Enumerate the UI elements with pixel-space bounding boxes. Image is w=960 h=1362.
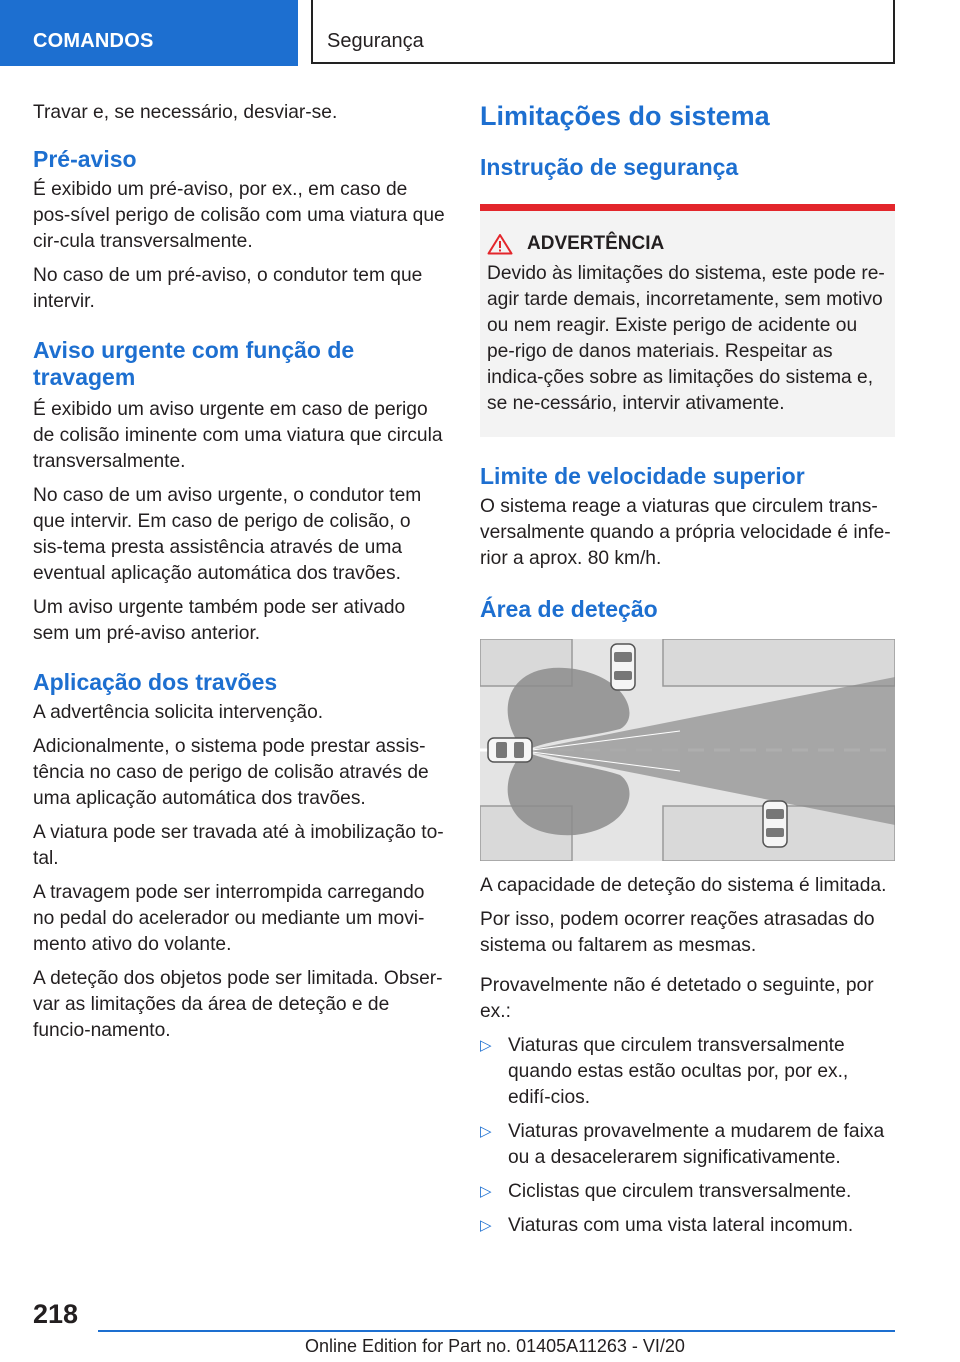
crossing-car-bottom-icon: [763, 801, 787, 847]
warning-text: Devido às limitações do sistema, este pode re-agir tarde demais, incorretamente, sem motivo ou nem reagir. Existe perigo de acidente ou pe-rigo de danos materiais. Respeitar as indica-ções sobre as limitações do sistema e, se ne-cessário, intervir ativamente.: [487, 263, 885, 414]
detection-area-figure: [480, 639, 895, 861]
list-item: ▷ Viaturas que circulem transversalmente quando estas estão ocultas por, por ex., edifí-cios.: [480, 1033, 895, 1111]
travoes-p1: A advertência solicita intervenção.: [33, 702, 324, 723]
area-p1: A capacidade de deteção do sistema é limitada.: [480, 875, 887, 896]
preaviso-heading: Pré-aviso: [33, 146, 137, 172]
speed-heading: Limite de velocidade superior: [480, 463, 805, 489]
footer-divider: [98, 1330, 895, 1332]
warning-box: [480, 204, 895, 437]
undetected-list: [480, 1033, 895, 1239]
warning-triangle-icon: [487, 233, 513, 255]
left-column: [33, 100, 445, 1052]
travoes-heading: Aplicação dos travões: [33, 669, 278, 695]
section-title: Segurança: [311, 0, 895, 64]
triangle-right-icon: ▷: [480, 1183, 492, 1200]
page-number: 218: [33, 1299, 79, 1329]
area-p3: Provavelmente não é detetado o seguinte, por ex.:: [480, 975, 874, 1022]
list-item: ▷ Viaturas com uma vista lateral incomum.: [480, 1213, 895, 1239]
list-item: ▷ Ciclistas que circulem transversalmente.: [480, 1179, 895, 1205]
triangle-right-icon: ▷: [480, 1217, 492, 1234]
urgente-heading: Aviso urgente com função de travagem: [33, 337, 355, 390]
travoes-p3: A viatura pode ser travada até à imobilização to-tal.: [33, 822, 444, 869]
urgente-p1: É exibido um aviso urgente em caso de perigo de colisão iminente com uma viatura que circula transversalmente.: [33, 399, 443, 472]
footer-edition: Online Edition for Part no. 01405A11263 - VI/20: [305, 1336, 685, 1356]
triangle-right-icon: ▷: [480, 1123, 492, 1140]
triangle-right-icon: ▷: [480, 1037, 492, 1054]
safety-heading: Instrução de segurança: [480, 154, 739, 180]
right-column: [480, 100, 895, 1247]
urgente-p2: No caso de um aviso urgente, o condutor tem que intervir. Em caso de perigo de colisão, o sis-tema presta assistência através de uma eventual aplicação automática dos travões.: [33, 485, 422, 584]
travoes-p4: A travagem pode ser interrompida carregando no pedal do acelerador ou mediante um movi-mento ativo do volante.: [33, 882, 425, 955]
speed-text: O sistema reage a viaturas que circulem trans-versalmente quando a própria velocidade é infe-rior a aprox. 80 km/h.: [480, 496, 891, 569]
warning-title: [487, 231, 887, 257]
preaviso-p2: No caso de um pré-aviso, o condutor tem que intervir.: [33, 265, 423, 312]
crossing-car-top-icon: [611, 644, 635, 690]
preaviso-p1: É exibido um pré-aviso, por ex., em caso de pos-sível perigo de colisão com uma viatura que cir-cula transversalmente.: [33, 179, 445, 252]
chapter-tab: COMANDOS: [0, 0, 298, 66]
limitations-heading: Limitações do sistema: [480, 101, 770, 131]
area-p2: Por isso, podem ocorrer reações atrasadas do sistema ou faltarem as mesmas.: [480, 909, 875, 956]
warning-label: ADVERTÊNCIA: [527, 233, 665, 254]
intro-text: Travar e, se necessário, desviar-se.: [33, 102, 338, 123]
travoes-p5: A deteção dos objetos pode ser limitada. Obser-var as limitações da área de deteção e de funcio-namento.: [33, 968, 443, 1041]
area-heading: Área de deteção: [480, 596, 658, 622]
urgente-p3: Um aviso urgente também pode ser ativado sem um pré-aviso anterior.: [33, 597, 406, 644]
list-item: ▷ Viaturas provavelmente a mudarem de faixa ou a desacelerarem significativamente.: [480, 1119, 895, 1171]
travoes-p2: Adicionalmente, o sistema pode prestar assis-tência no caso de perigo de colisão através de uma aplicação automática dos travões.: [33, 736, 429, 809]
ego-car-icon: [488, 738, 532, 762]
